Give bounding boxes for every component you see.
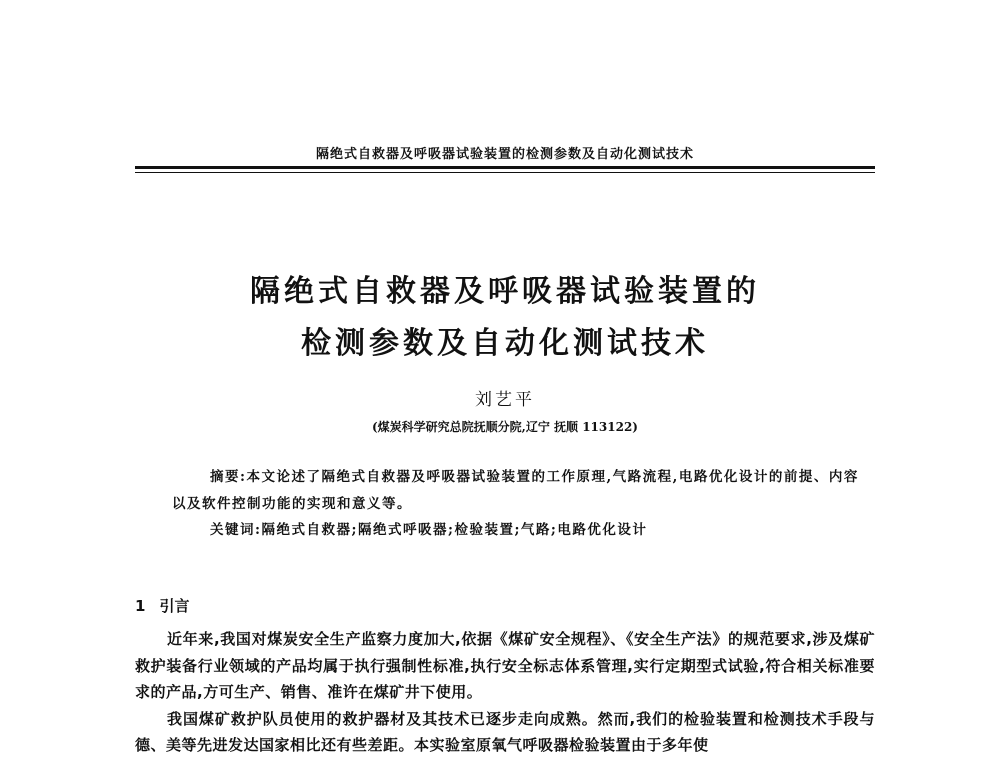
header-rule-thin <box>135 172 875 173</box>
body-paragraph-1: 近年来,我国对煤炭安全生产监察力度加大,依据《煤矿安全规程》、《安全生产法》的规范要求,涉及煤矿救护装备行业领域的产品均属于执行强制性标准,执行安全标志体系管理,实行定期型式试验,符合相关标准要求的产品,方可生产、销售、准许在煤矿井下使用。 <box>135 630 875 701</box>
keywords-text: 隔绝式自救器;隔绝式呼吸器;检验装置;气路;电路优化设计 <box>261 522 648 538</box>
paper-title-line-2: 检测参数及自动化测试技术 <box>301 326 709 361</box>
section-heading <box>135 595 189 616</box>
body-paragraph-2: 我国煤矿救护队员使用的救护器材及其技术已逐步走向成熟。然而,我们的检验装置和检测技术手段与德、美等先进发达国家相比还有些差距。本实验室原氧气呼吸器检验装置由于多年使 <box>135 709 875 754</box>
author-name: 刘艺平 <box>475 390 535 410</box>
header-rule-thick <box>135 166 875 169</box>
author-affiliation: (煤炭科学研究总院抚顺分院,辽宁 抚顺 113122) <box>372 420 638 434</box>
section-number: 1 <box>135 597 146 615</box>
section-title: 引言 <box>159 597 190 615</box>
keywords <box>210 518 870 538</box>
running-header: 隔绝式自救器及呼吸器试验装置的检测参数及自动化测试技术 <box>315 147 694 162</box>
abstract-paragraph <box>172 464 862 518</box>
body-text <box>135 626 875 759</box>
abstract-label: 摘要: <box>210 469 247 485</box>
keywords-label: 关键词: <box>210 522 262 538</box>
paper-title-line-1: 隔绝式自救器及呼吸器试验装置的 <box>250 274 760 309</box>
abstract <box>172 464 862 518</box>
abstract-text: 本文论述了隔绝式自救器及呼吸器试验装置的工作原理,气路流程,电路优化设计的前提、内容以及软件控制功能的实现和意义等。 <box>172 469 859 512</box>
